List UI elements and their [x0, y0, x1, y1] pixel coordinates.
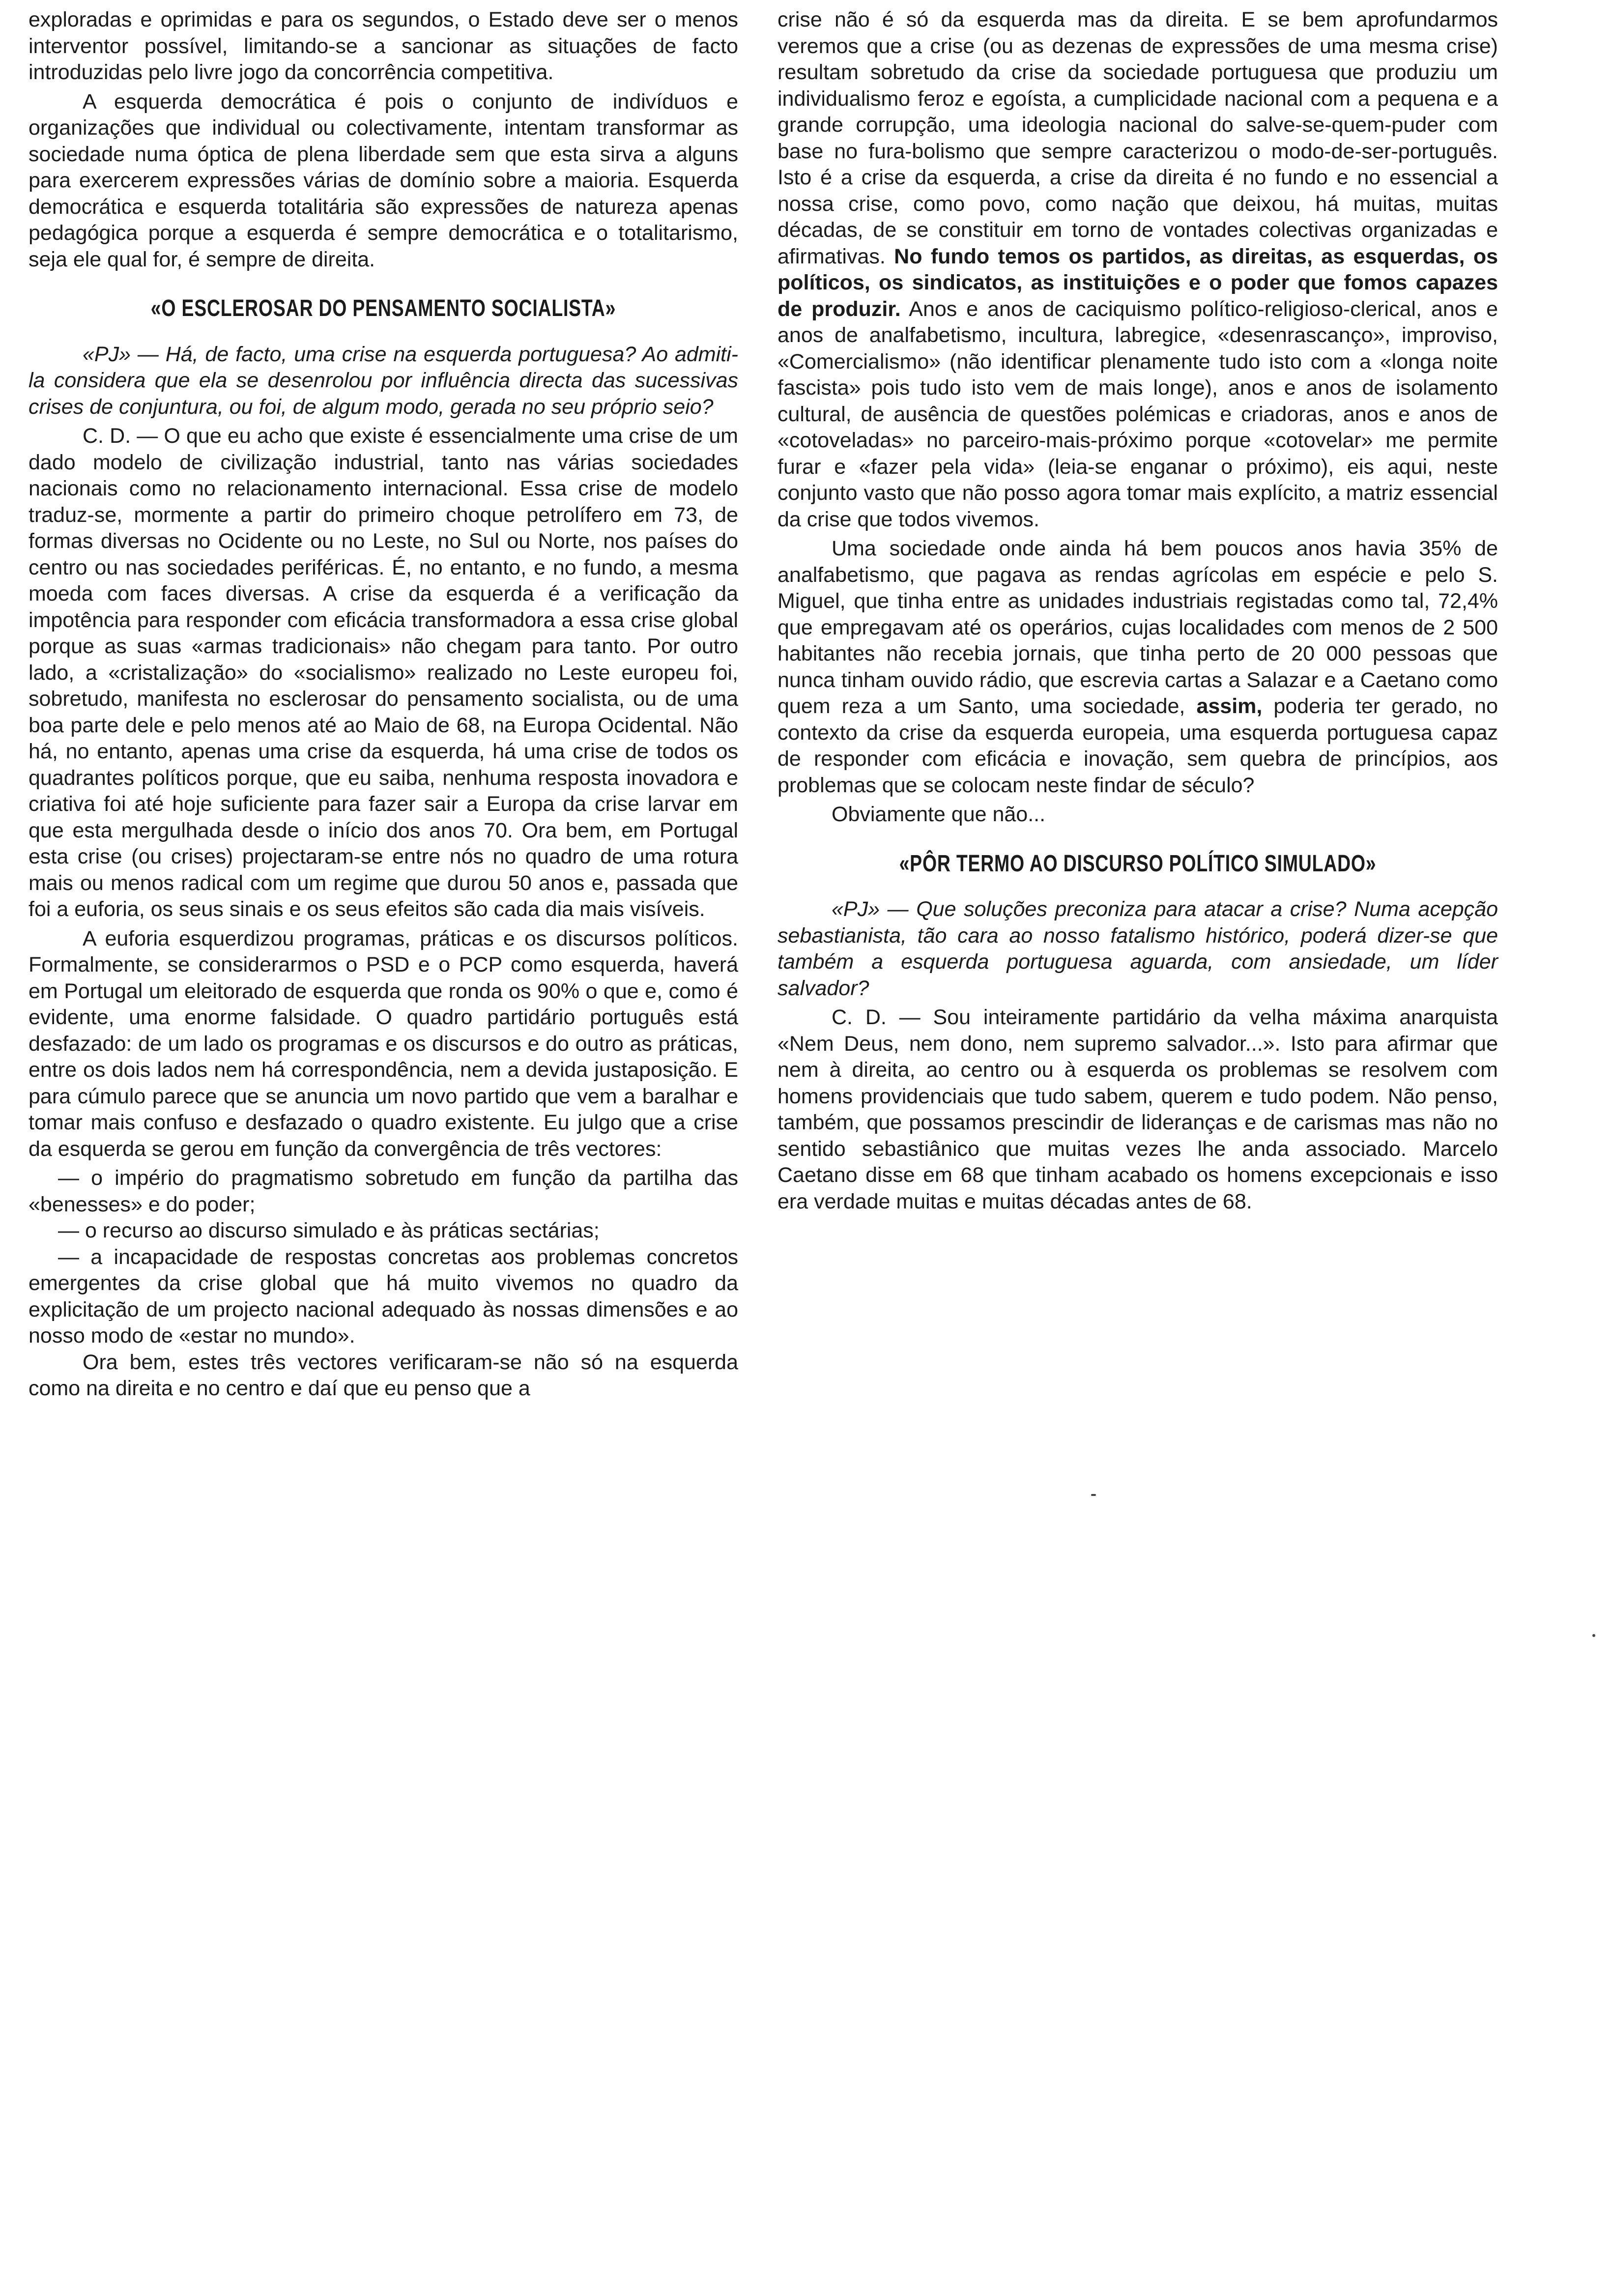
sociedade-text: Uma sociedade onde ainda há bem poucos anos havia 35% de analfabetismo, que pagava as rendas agrícolas em espécie e pelo S. Miguel, que tinha entre as unidades industriais registadas como tal, 72,4% que empregavam até os operários, cujas localidades com menos de 2 500 habitantes não recebia jornais, que tinha perto de 20 000 pessoas que nunca tinham ouvido rádio, que escrevia cartas a Salazar e a Caetano como quem reza a um Santo, uma sociedade, — [777, 537, 1498, 718]
interview-question-2: «PJ» — Que soluções preconiza para atacar a crise? Numa acepção sebastianista, tão cara ao nosso fatalismo histórico, poderá dizer-se que também a esquerda portuguesa aguarda, com ansiedade, um líder salvador? — [777, 897, 1498, 1000]
paragraph-continued-1 — [777, 7, 1498, 533]
paragraph-vectores: Ora bem, estes três vectores verificaram-se não só na esquerda como na direita e no centro e daí que eu penso que a — [29, 1350, 738, 1400]
list-item-vector-1: — o império do pragmatismo sobretudo em função da partilha das «benesses» e do poder; — [29, 1166, 738, 1216]
scan-speck — [1592, 1634, 1595, 1637]
continued-text-2: Anos e anos de caciquismo político-religioso-clerical, anos e anos de analfabetismo, incultura, labregice, «desenrascanço», improviso, «Comercialismo» (não identificar plenamente tudo isto com a «longa noite fascista» pois tudo isto vem de mais longe), anos e anos de isolamento cultural, de ausência de questões polémicas e criadoras, anos e anos de «cotoveladas» no parceiro-mais-próximo porque «cotovelar» me permite furar e «fazer pela vida» (leia-se enganar o próximo), eis aqui, neste conjunto vasto que não posso agora tomar mais explícito, a matriz essencial da crise que todos vivemos. — [777, 297, 1498, 531]
paragraph-obviamente: Obviamente que não... — [832, 803, 1046, 826]
paragraph-sociedade — [777, 536, 1498, 799]
paragraph-intro: exploradas e oprimidas e para os segundos, o Estado deve ser o menos interventor possível, limitando-se a sancionar as situações de facto introduzidas pelo livre jogo da concorrência competitiva. — [29, 8, 738, 84]
interview-answer-1: C. D. — O que eu acho que existe é essencialmente uma crise de um dado modelo de civilização industrial, tanto nas várias sociedades nacionais como no relacionamento internacional. Essa crise de modelo traduz-se, mormente a partir do primeiro choque petrolífero em 73, de formas diversas no Ocidente ou no Leste, no Sul ou Norte, nos países do centro ou nas sociedades periféricas. É, no entanto, e no fundo, a mesma moeda com faces diversas. A crise da esquerda é a verificação da impotência para responder com eficácia transformadora a essa crise global porque as suas «armas tradicionais» não chegam para tanto. Por outro lado, a «cristalização» do «socialismo» realizado no Leste europeu foi, sobretudo, manifesta no esclerosar do pensamento socialista, ou de uma boa parte dele e pelo menos até ao Maio de 68, na Europa Ocidental. Não há, no entanto, apenas uma crise da esquerda, há uma crise de todos os quadrantes políticos porque, que eu saiba, nenhuma resposta inovadora e criativa foi até hoje suficiente para fazer sair a Europa da crise larvar em que esta mergulhada desde o início dos anos 70. Ora bem, em Portugal esta crise (ou crises) projectaram-se entre nós no quadro de uma rotura mais ou menos radical com um regime que durou 50 anos e, passada que foi a euforia, os seus sinais e os seus efeitos são cada dia mais visíveis. — [29, 424, 738, 921]
continued-bold-text: No fundo temos os partidos, as direitas, as esquerdas, os políticos, os sindicatos, as instituições e o poder que fomos capazes de produzir. — [777, 244, 1498, 321]
list-item-vector-3: — a incapacidade de respostas concretas aos problemas concretos emergentes da crise global que há muito vivemos no quadro da explicitação de um projecto nacional adequado às nossas dimensões e ao nosso modo de «estar no mundo». — [29, 1245, 738, 1348]
paragraph-euforia: A euforia esquerdizou programas, práticas e os discursos políticos. Formalmente, se considerarmos o PSD e o PCP como esquerda, haverá em Portugal um eleitorado de esquerda que ronda os 90% o que e, como é evidente, uma enorme falsidade. O quadro partidário português está desfazado: de um lado os programas e os discursos e do outro as práticas, entre os dois lados nem há correspondência, nem a devida justaposição. E para cúmulo parece que se anuncia um novo partido que vem a baralhar e tomar mais confuso e desfazado o quadro existente. Eu julgo que a crise da esquerda se gerou em função da convergência de três vectores: — [29, 926, 738, 1161]
left-column — [29, 7, 738, 1405]
paragraph-left-democratic: A esquerda democrática é pois o conjunto de indivíduos e organizações que individual ou colectivamente, intentam transformar as sociedade numa óptica de plena liberdade sem que esta sirva a alguns para exercerem expressões várias de domínio sobre a maioria. Esquerda democrática e esquerda totalitária são expressões de natureza apenas pedagógica porque a esquerda é sempre democrática e o totalitarismo, seja ele qual for, é sempre de direita. — [29, 89, 738, 271]
interview-answer-2: C. D. — Sou inteiramente partidário da velha máxima anarquista «Nem Deus, nem dono, nem supremo salvador...». Isto para afirmar que nem à direita, ao centro ou à esquerda os problemas se resolvem com homens providenciais que tudo sabem, querem e tudo podem. Não penso, também, que possamos prescindir de lideranças e de carismas mas não no sentido sebastiânico que muitas vezes lhe anda associado. Marcelo Caetano disse em 68 que tinham acabado os homens excepcionais e isso era verdade muitas e muitas décadas antes de 68. — [777, 1005, 1498, 1213]
section-heading-1: «O ESCLEROSAR DO PENSAMENTO SOCIALISTA» — [150, 295, 616, 321]
interview-question-1: «PJ» — Há, de facto, uma crise na esquerda portuguesa? Ao admiti-la considera que ela se desenrolou por influência directa das sucessivas crises de conjuntura, ou foi, de algum modo, gerada no seu próprio seio? — [29, 342, 738, 419]
sociedade-end: poderia ter gerado, no contexto da crise da esquerda europeia, uma esquerda portuguesa capaz de responder com eficácia e inovação, sem quebra de princípios, aos problemas que se colocam neste findar de século? — [777, 694, 1498, 797]
list-item-vector-2: — o recurso ao discurso simulado e às práticas sectárias; — [58, 1219, 600, 1242]
right-column — [777, 7, 1498, 1218]
section-heading-2: «PÔR TERMO AO DISCURSO POLÍTICO SIMULADO» — [899, 850, 1377, 877]
scan-speck — [1091, 1494, 1096, 1496]
sociedade-bold: assim, — [1196, 694, 1263, 718]
continued-text-1: crise não é só da esquerda mas da direita. E se bem aprofundarmos veremos que a crise (ou as dezenas de expressões de uma mesma crise) resultam sobretudo da crise da sociedade portuguesa que produziu um individualismo feroz e egoísta, a cumplicidade nacional com a pequena e a grande corrupção, uma ideologia nacional do salve-se-quem-puder com base no fura-bolismo que sempre caracterizou o modo-de-ser-português. Isto é a crise da esquerda, a crise da direita é no fundo e no essencial a nossa crise, como povo, como nação que deixou, há muitas, muitas décadas, de se constituir em torno de vontades colectivas organizadas e afirmativas. — [777, 8, 1498, 268]
